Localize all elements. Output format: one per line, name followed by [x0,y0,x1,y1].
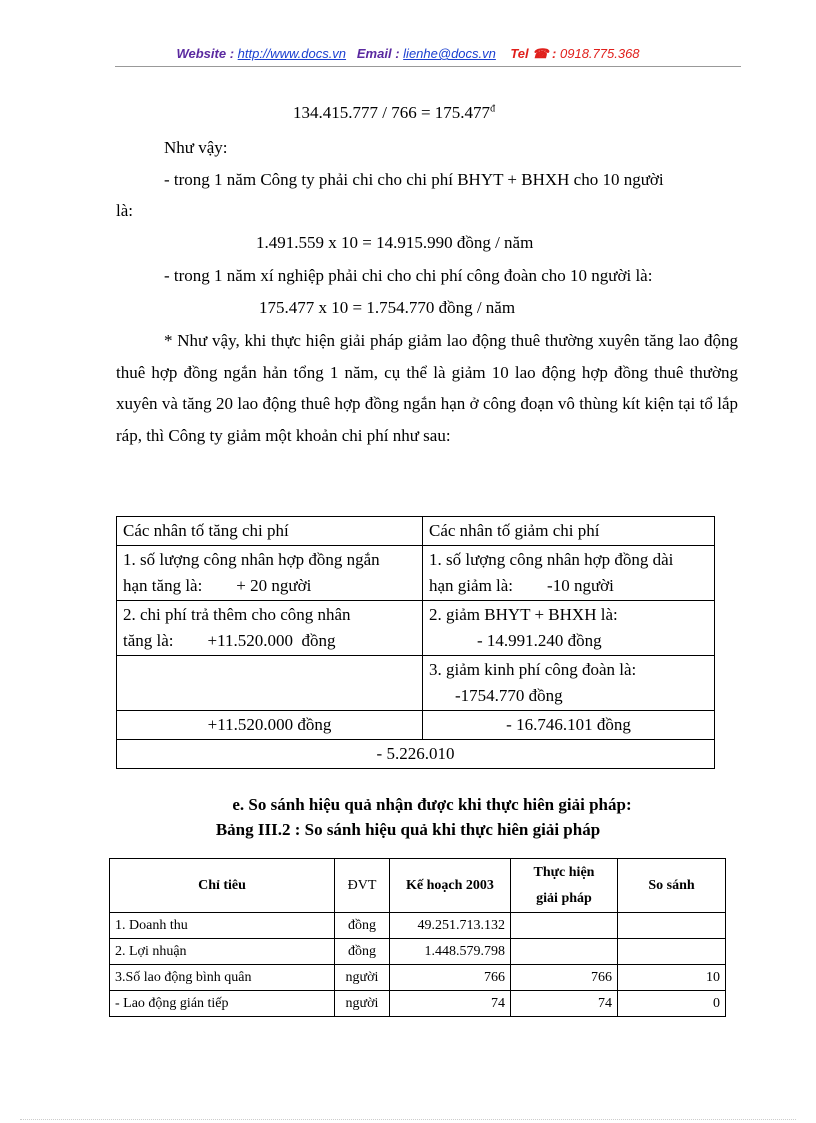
row-plan: 1.448.579.798 [390,939,511,965]
dong-superscript: đ [490,103,496,115]
decrease-union-fee: 3. giảm kinh phí công đoàn là: -1754.770 đồng [423,656,715,711]
table-row [117,517,715,546]
table-row [117,601,715,656]
row-compare: 0 [618,991,726,1017]
email-separator: : [395,46,400,61]
table-header-row [110,859,726,913]
table-row [117,546,715,601]
row-actual [511,939,618,965]
col-header-plan: Kế hoạch 2003 [390,859,511,913]
row-name: 2. Lợi nhuận [110,939,335,965]
summary-paragraph: * Như vậy, khi thực hiện giải pháp giảm lao động thuê thường xuyên tăng lao động thuê hợp đồng ngắn hản tổng 1 năm, cụ thể là giảm 10 lao động hợp đồng thuê thường xuyên và tăng 20 lao động thuê hợp đồng ngắn hạn ở công đoạn vô thùng kít kiện tại tổ lắp ráp, thì Công ty giảm một khoản chi phí như sau: [116,331,738,445]
empty-cell [117,656,423,711]
row-actual: 74 [511,991,618,1017]
la-text: là: [116,201,133,220]
row-compare [618,939,726,965]
total-increase: +11.520.000 đồng [117,711,423,740]
col-header-compare: So sánh [618,859,726,913]
row-compare: 10 [618,965,726,991]
table-row [110,939,726,965]
row-plan: 49.251.713.132 [390,913,511,939]
cong-doan-line: - trong 1 năm xí nghiệp phải chi cho chi phí công đoàn cho 10 người là: [164,266,653,285]
increase-workers: 1. số lượng công nhân hợp đồng ngắn hạn tăng là: + 20 người [117,546,423,601]
row-name: - Lao động gián tiếp [110,991,335,1017]
page-header [0,46,816,62]
row-name: 1. Doanh thu [110,913,335,939]
website-link[interactable]: http://www.docs.vn [237,46,347,61]
row-actual: 766 [511,965,618,991]
net-result: - 5.226.010 [117,740,715,769]
col-header-unit: ĐVT [335,859,390,913]
table-row [110,965,726,991]
website-label: Website : [176,46,235,61]
footer-divider [20,1119,796,1120]
table-row [110,991,726,1017]
formula-bhxh: 1.491.559 x 10 = 14.915.990 đồng / năm [256,233,534,252]
decrease-insurance: 2. giảm BHYT + BHXH là: - 14.991.240 đồng [423,601,715,656]
formula-cong-doan: 175.477 x 10 = 1.754.770 đồng / năm [259,298,516,317]
tel-value: 0918.775.368 [560,46,640,61]
decrease-workers: 1. số lượng công nhân hợp đồng dài hạn giảm là: -10 người [423,546,715,601]
increase-cost: 2. chi phí trả thêm cho công nhân tăng là: +11.520.000 đồng [117,601,423,656]
row-unit: đồng [335,913,390,939]
row-actual [511,913,618,939]
section-heading: e. So sánh hiệu quả nhận được khi thực hiên giải pháp: [232,795,632,814]
header-increase: Các nhân tố tăng chi phí [117,517,423,546]
table-row [117,711,715,740]
row-plan: 74 [390,991,511,1017]
header-divider [115,66,741,67]
efficiency-table [109,858,726,1017]
bhxh-line: - trong 1 năm Công ty phải chi cho chi phí BHYT + BHXH cho 10 người [164,170,664,189]
row-compare [618,913,726,939]
table-row [117,740,715,769]
row-name: 3.Số lao động bình quân [110,965,335,991]
col-header-indicator: Chỉ tiêu [110,859,335,913]
cost-comparison-table [116,516,715,769]
header-decrease: Các nhân tố giảm chi phí [423,517,715,546]
row-unit: người [335,965,390,991]
table-title: Bảng III.2 : So sánh hiệu quả khi thực hiên giải pháp [215,820,601,839]
table-row [110,913,726,939]
table-row [117,656,715,711]
email-label: Email [356,46,392,61]
row-unit: đồng [335,939,390,965]
email-link[interactable]: lienhe@docs.vn [403,46,496,61]
formula-avg: $134.415.777 / 766 = 175.477^đ$ [293,103,496,122]
total-decrease: - 16.746.101 đồng [423,711,715,740]
row-unit: người [335,991,390,1017]
nhu-vay-text: Như vậy: [164,138,228,157]
tel-label: Tel ☎ : [510,46,557,61]
col-header-actual: Thực hiện giải pháp [511,859,618,913]
row-plan: 766 [390,965,511,991]
